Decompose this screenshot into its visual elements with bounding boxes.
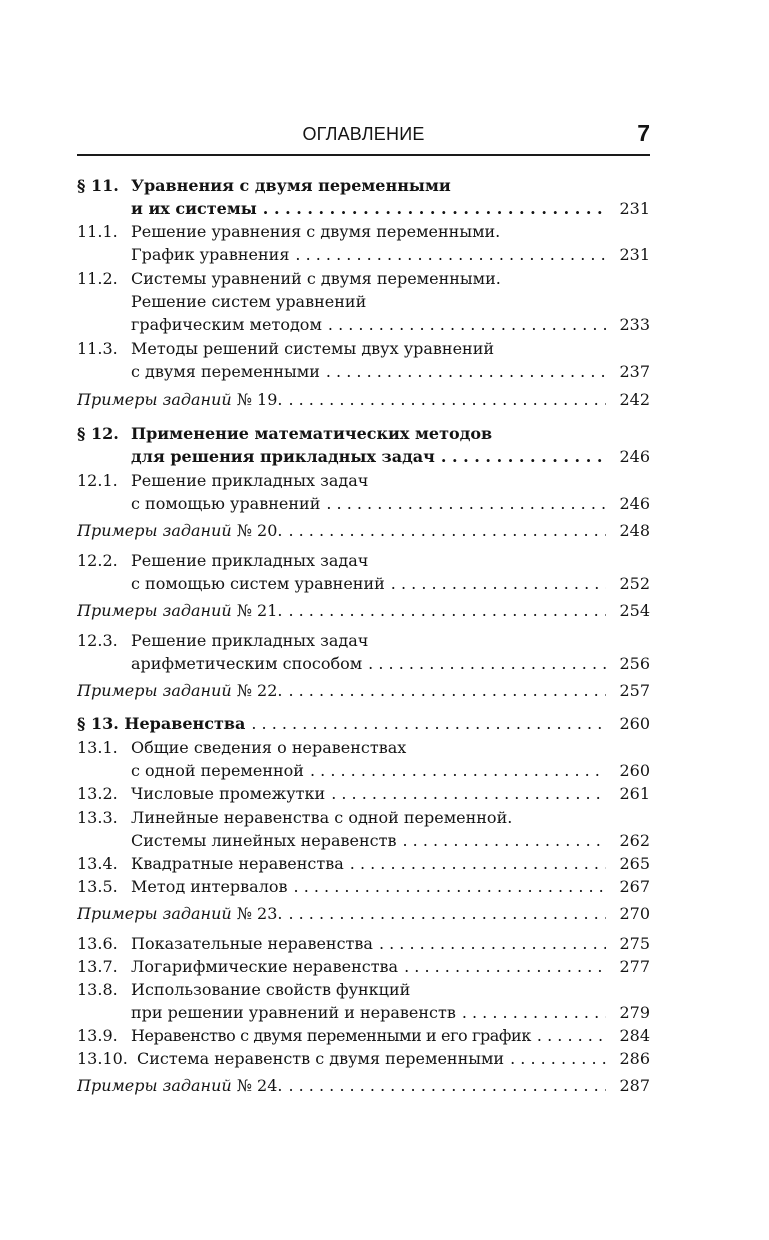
- toc-page: 242: [619, 390, 650, 409]
- toc-section-12: [77, 422, 650, 445]
- toc-number: § 13.: [77, 714, 119, 733]
- toc-entry-13-4: [77, 852, 650, 875]
- examples-number: № 20.: [236, 521, 283, 540]
- toc-page: 262: [619, 831, 650, 850]
- toc-number: 13.10.: [77, 1049, 128, 1068]
- toc-title: Системы уравнений с двумя переменными.: [131, 269, 501, 288]
- leader-dots: [344, 852, 606, 875]
- examples-label: Примеры заданий: [77, 904, 232, 923]
- leader-dots: [282, 599, 606, 622]
- toc-page: 260: [619, 714, 650, 733]
- examples-label: Примеры заданий: [77, 681, 232, 700]
- toc-title: Система неравенств с двумя переменными: [137, 1049, 505, 1068]
- toc-entry-11-3: [77, 337, 650, 360]
- toc-entry-13-1-cont: [77, 759, 650, 782]
- toc-entry-13-10: [77, 1047, 650, 1070]
- toc-entry-12-3-cont: [77, 652, 650, 675]
- toc-number: § 12.: [77, 424, 119, 443]
- examples-number: № 24.: [236, 1076, 283, 1095]
- toc-number: 12.2.: [77, 551, 118, 570]
- toc-entry-12-3: [77, 629, 650, 652]
- header-page-number: 7: [637, 120, 650, 146]
- toc-section-13: [77, 712, 650, 735]
- leader-dots: [257, 197, 606, 220]
- toc-page: 246: [619, 447, 650, 466]
- toc-page: 246: [619, 494, 650, 513]
- toc-title-cont: с двумя переменными: [131, 362, 320, 381]
- toc-examples-19: [77, 388, 650, 411]
- toc-page: 248: [619, 521, 650, 540]
- toc-page: 265: [619, 854, 650, 873]
- toc-entry-13-8-cont: [77, 1001, 650, 1024]
- toc-number: 11.2.: [77, 269, 118, 288]
- toc-title: Уравнения с двумя переменными: [131, 176, 451, 195]
- leader-dots: [282, 519, 606, 542]
- toc-title: Методы решений системы двух уравнений: [131, 339, 495, 358]
- leader-dots: [325, 782, 606, 805]
- toc-number: 13.1.: [77, 738, 118, 757]
- toc-entry-11-1-cont: [77, 243, 650, 266]
- toc-page: 275: [619, 934, 650, 953]
- leader-dots: [398, 955, 606, 978]
- toc-examples-23: [77, 902, 650, 925]
- leader-dots: [289, 243, 606, 266]
- toc-title: Решение уравнения с двумя переменными.: [131, 222, 501, 241]
- examples-number: № 23.: [236, 904, 283, 923]
- leader-dots: [288, 875, 606, 898]
- toc-entry-12-2-cont: [77, 572, 650, 595]
- leader-dots: [385, 572, 606, 595]
- toc-title: Использование свойств функций: [131, 980, 411, 999]
- toc-title: Общие сведения о неравенствах: [131, 738, 407, 757]
- toc-title: Решение прикладных задач: [131, 551, 369, 570]
- toc-entry-11-2: [77, 267, 650, 290]
- toc-number: 13.8.: [77, 980, 118, 999]
- toc-title-cont: арифметическим способом: [131, 654, 363, 673]
- header-title: ОГЛАВЛЕНИЕ: [302, 124, 425, 144]
- examples-number: № 22.: [236, 681, 283, 700]
- toc-number: 13.9.: [77, 1026, 118, 1045]
- toc-number: 13.2.: [77, 784, 118, 803]
- toc-title-cont: с одной переменной: [131, 761, 304, 780]
- examples-number: № 21.: [236, 601, 283, 620]
- examples-label: Примеры заданий: [77, 390, 232, 409]
- toc-page: 270: [619, 904, 650, 923]
- toc-page: 233: [619, 315, 650, 334]
- examples-label: Примеры заданий: [77, 1076, 232, 1095]
- toc-entry-11-3-cont: [77, 360, 650, 383]
- leader-dots: [304, 759, 606, 782]
- toc-entry-12-1: [77, 469, 650, 492]
- leader-dots: [245, 712, 606, 735]
- toc-title: Применение математических методов: [131, 424, 493, 443]
- toc-section-11: [77, 174, 650, 197]
- toc-entry-12-2: [77, 549, 650, 572]
- toc-page: 267: [619, 877, 650, 896]
- leader-dots: [322, 313, 606, 336]
- toc-entry-13-3: [77, 806, 650, 829]
- toc-title-cont: с помощью уравнений: [131, 494, 321, 513]
- toc-examples-24: [77, 1074, 650, 1097]
- toc-entry-13-6: [77, 932, 650, 955]
- toc-number: 11.1.: [77, 222, 118, 241]
- toc-entry-11-1: [77, 220, 650, 243]
- toc-number: 13.4.: [77, 854, 118, 873]
- toc-examples-21: [77, 599, 650, 622]
- toc-number: 13.6.: [77, 934, 118, 953]
- toc-title: Неравенства: [124, 714, 246, 733]
- toc-number: 13.3.: [77, 808, 118, 827]
- examples-number: № 19.: [236, 390, 283, 409]
- toc-number: § 11.: [77, 176, 119, 195]
- toc-page: 252: [619, 574, 650, 593]
- leader-dots: [320, 492, 606, 515]
- toc-section-11-cont: [77, 197, 650, 220]
- toc-entry-13-7: [77, 955, 650, 978]
- toc-number: 13.7.: [77, 957, 118, 976]
- examples-label: Примеры заданий: [77, 601, 232, 620]
- toc-page: 284: [619, 1026, 650, 1045]
- toc-title-cont: Системы линейных неравенств: [131, 831, 397, 850]
- leader-dots: [456, 1001, 606, 1024]
- toc-title-cont: при решении уравнений и неравенств: [131, 1003, 456, 1022]
- toc-title: Линейные неравенства с одной переменной.: [131, 808, 513, 827]
- page-header: [77, 120, 650, 156]
- toc-page: 287: [619, 1076, 650, 1095]
- leader-dots: [504, 1047, 606, 1070]
- toc-entry-12-1-cont: [77, 492, 650, 515]
- toc-page: 237: [619, 362, 650, 381]
- toc-title-cont: и их системы: [131, 199, 257, 218]
- toc-entry-13-5: [77, 875, 650, 898]
- toc-entry-11-2-cont: [77, 290, 650, 313]
- toc-page: 260: [619, 761, 650, 780]
- toc-title-cont: с помощью систем уравнений: [131, 574, 385, 593]
- toc-number: 12.3.: [77, 631, 118, 650]
- toc-entry-13-9: [77, 1024, 650, 1047]
- toc-title: Числовые промежутки: [131, 784, 326, 803]
- toc-section-12-cont: [77, 445, 650, 468]
- leader-dots: [435, 445, 606, 468]
- toc-title: Решение прикладных задач: [131, 631, 369, 650]
- toc-examples-20: [77, 519, 650, 542]
- toc-title: Метод интервалов: [131, 877, 288, 896]
- leader-dots: [531, 1024, 606, 1047]
- leader-dots: [373, 932, 606, 955]
- toc-page: 261: [619, 784, 650, 803]
- examples-label: Примеры заданий: [77, 521, 232, 540]
- leader-dots: [282, 902, 606, 925]
- toc-page: 286: [619, 1049, 650, 1068]
- toc-title-cont: График уравнения: [131, 245, 290, 264]
- toc-number: 12.1.: [77, 471, 118, 490]
- toc-number: 13.5.: [77, 877, 118, 896]
- toc-title: Неравенство с двумя переменными и его график: [131, 1026, 531, 1045]
- toc-page: 277: [619, 957, 650, 976]
- toc-page: 256: [619, 654, 650, 673]
- toc-examples-22: [77, 679, 650, 702]
- toc-title-cont: для решения прикладных задач: [131, 447, 435, 466]
- toc-entry-11-2-cont2: [77, 313, 650, 336]
- leader-dots: [282, 1074, 606, 1097]
- toc-entry-13-8: [77, 978, 650, 1001]
- toc-page: 254: [619, 601, 650, 620]
- toc-entry-13-2: [77, 782, 650, 805]
- toc-title: Логарифмические неравенства: [131, 957, 399, 976]
- toc-title: Квадратные неравенства: [131, 854, 344, 873]
- toc-entry-13-3-cont: [77, 829, 650, 852]
- leader-dots: [320, 360, 606, 383]
- toc-page: 231: [619, 199, 650, 218]
- toc-number: 11.3.: [77, 339, 118, 358]
- toc-entry-13-1: [77, 736, 650, 759]
- toc-title-cont: Решение систем уравнений: [131, 292, 367, 311]
- toc-title-cont: графическим методом: [131, 315, 322, 334]
- toc-page: 279: [619, 1003, 650, 1022]
- leader-dots: [282, 679, 606, 702]
- leader-dots: [362, 652, 606, 675]
- toc-title: Решение прикладных задач: [131, 471, 369, 490]
- leader-dots: [396, 829, 606, 852]
- toc-page: 231: [619, 245, 650, 264]
- toc-title: Показательные неравенства: [131, 934, 373, 953]
- leader-dots: [282, 388, 606, 411]
- toc-page: 257: [619, 681, 650, 700]
